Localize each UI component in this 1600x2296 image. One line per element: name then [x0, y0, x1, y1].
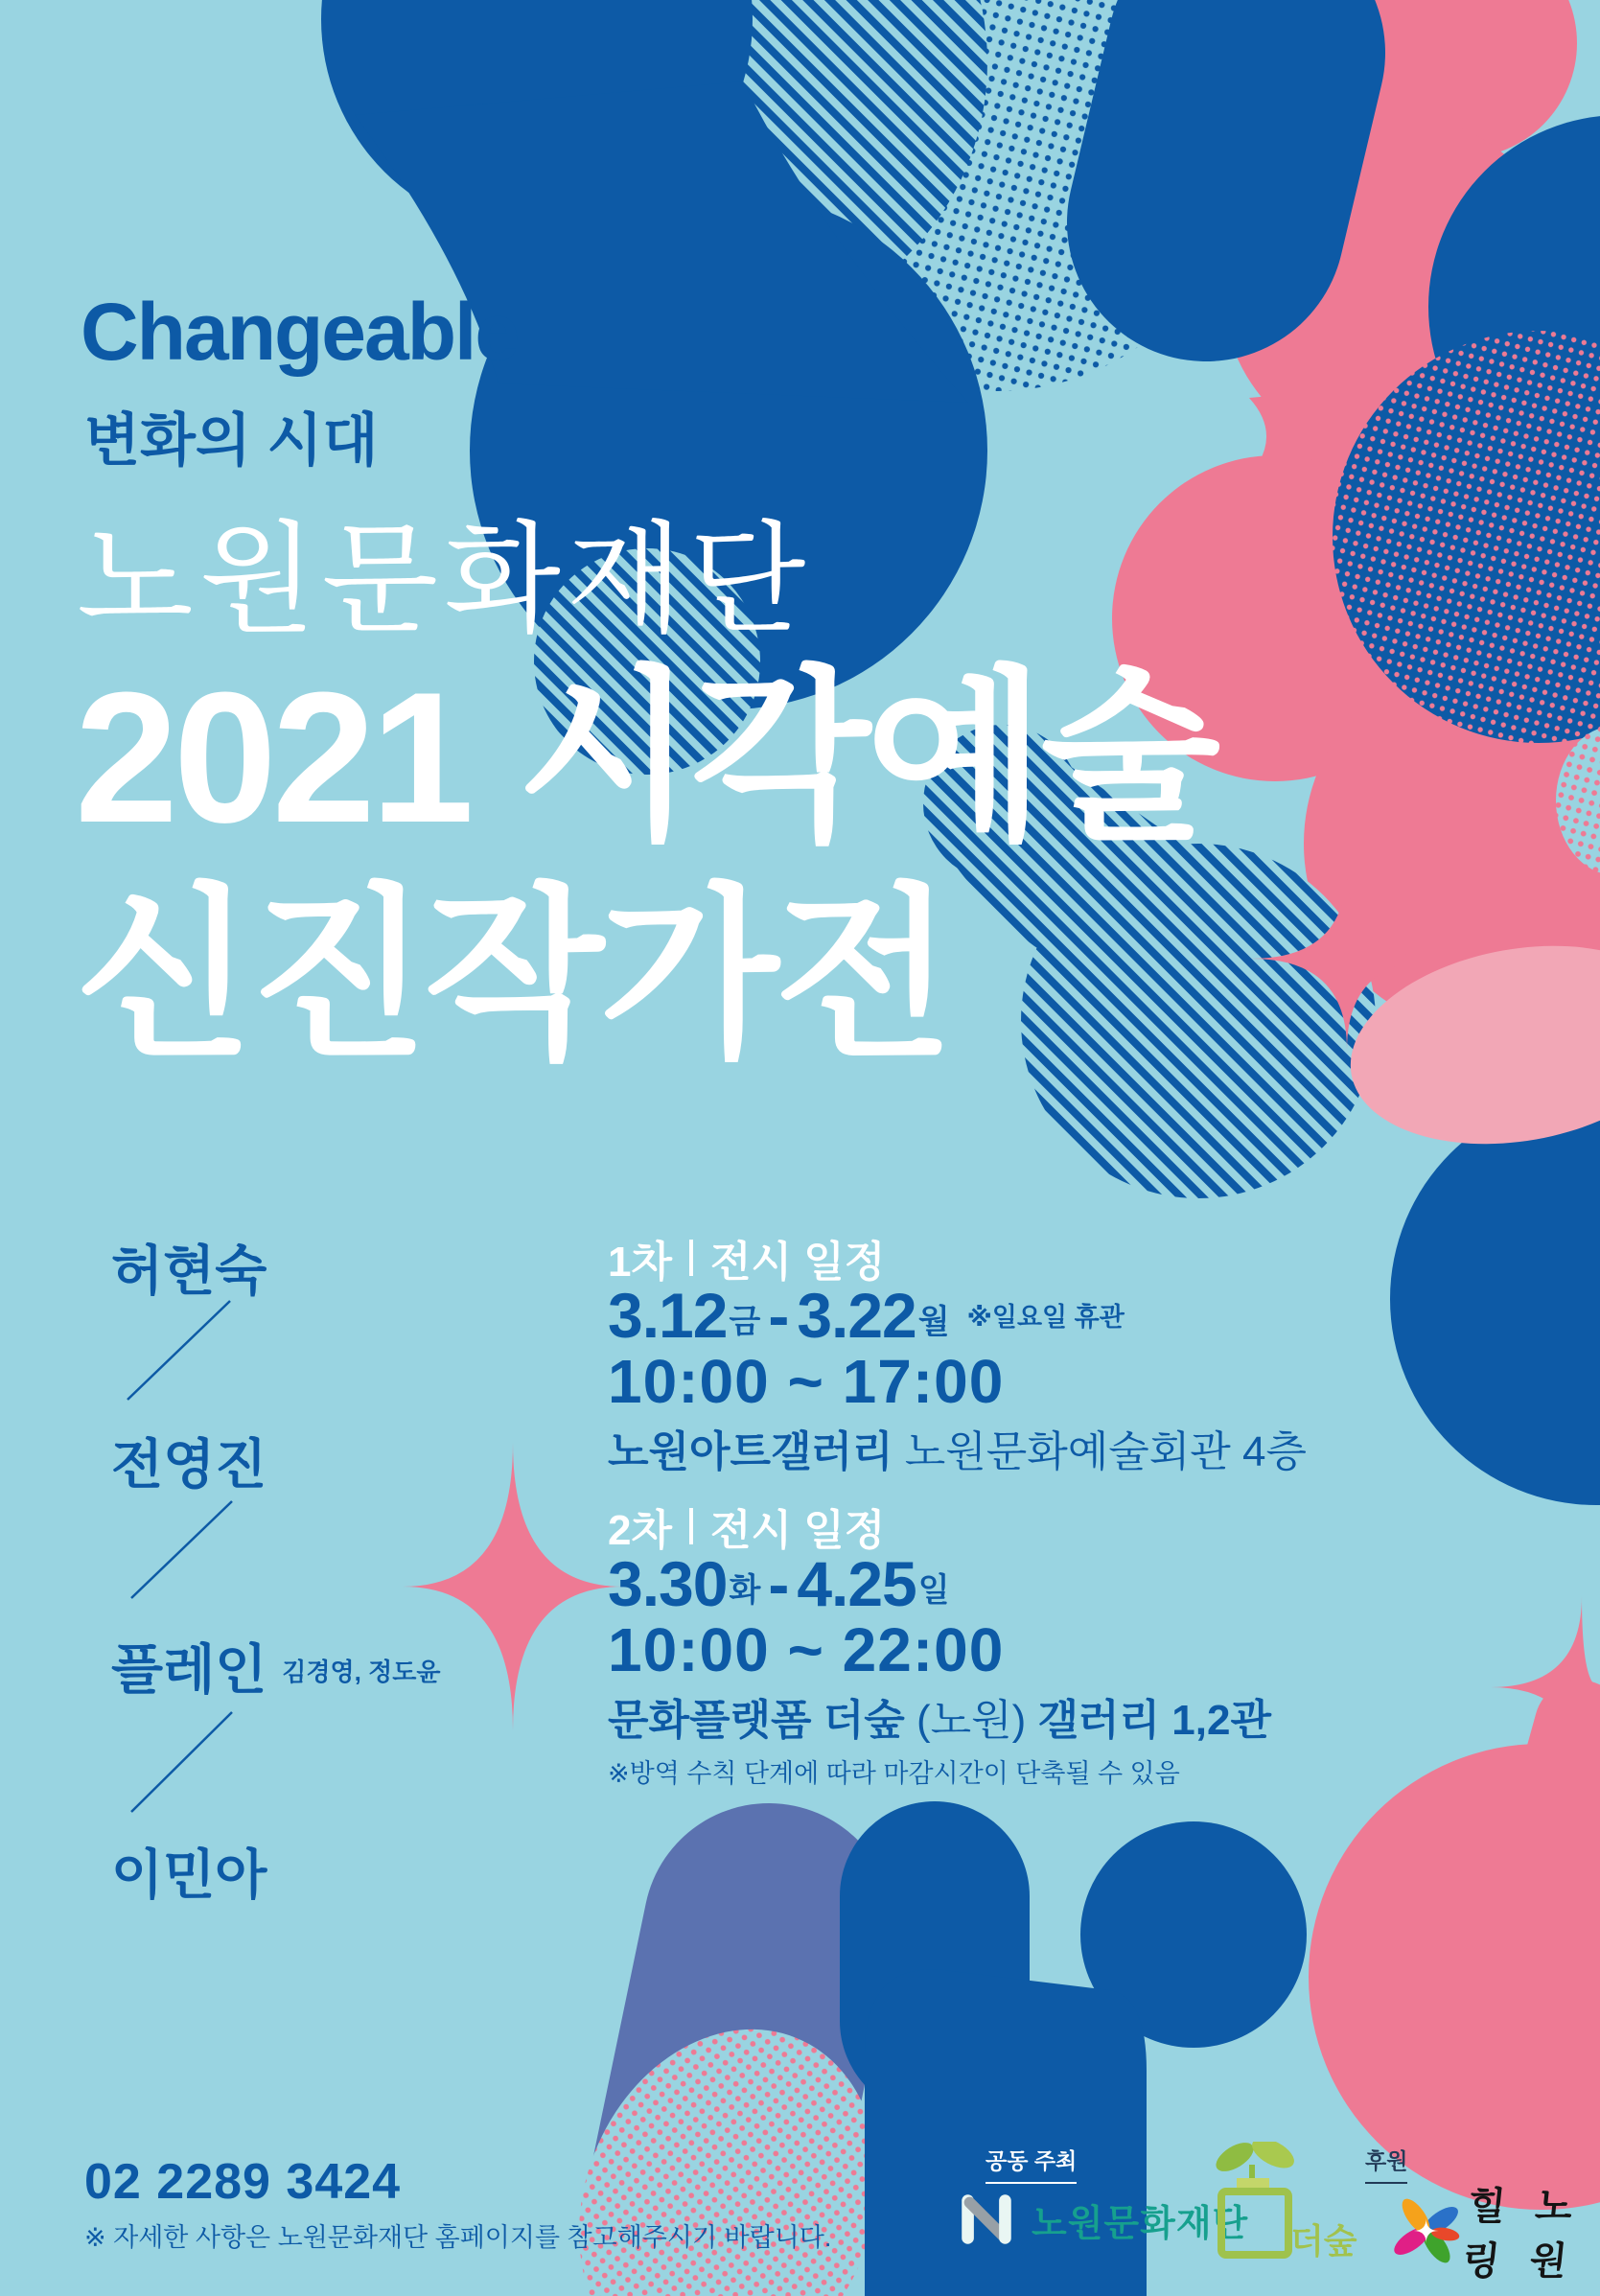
schedule1-end-date: 3.22	[797, 1280, 916, 1351]
main-title	[75, 650, 1216, 1085]
schedule1-venue-main: 노원아트갤러리	[608, 1428, 893, 1475]
healing-nowon-logo	[1386, 2176, 1600, 2285]
phone-number: 02 2289 3424	[84, 2154, 402, 2210]
artist-name-3-label: 플레인	[111, 1639, 267, 1700]
nowon-foundation-logo-text: 노원문화재단	[1032, 2203, 1249, 2244]
schedule1-venue-sub: 노원문화예술회관 4층	[904, 1428, 1307, 1475]
header-divider	[689, 1240, 693, 1276]
healing-nowon-logo-text-2: 노원	[1527, 2186, 1575, 2283]
header-divider	[689, 1508, 693, 1544]
nowon-foundation-n-icon	[953, 2186, 1020, 2253]
blob-bottom-right-pink	[1309, 1596, 1600, 2210]
schedule2-dates	[608, 1547, 950, 1620]
english-title: Changeable	[81, 287, 519, 377]
theforest-logo-text: 더숲	[1290, 2221, 1357, 2261]
artist-name-2: 전영진	[111, 1434, 267, 1495]
schedule2-title: 전시 일정	[709, 1507, 886, 1554]
schedule2-end-date: 4.25	[797, 1548, 916, 1619]
schedule1-start-date: 3.12	[608, 1280, 728, 1351]
schedule2-venue	[608, 1685, 1271, 1747]
schedule2-time: 10:00 ~ 22:00	[608, 1615, 1005, 1684]
schedule1-dates	[608, 1279, 1125, 1352]
artist-name-3-members: 김경영, 정도윤	[282, 1658, 441, 1686]
theforest-logo	[1210, 2142, 1373, 2276]
schedule1-round: 1차	[608, 1239, 672, 1286]
schedule1-date-note: ※일요일 휴관	[966, 1303, 1125, 1332]
schedule1-title: 전시 일정	[709, 1239, 886, 1286]
healing-nowon-pinwheel-icon	[1386, 2187, 1466, 2275]
schedule2-venue-mid: (노원)	[916, 1697, 1027, 1744]
schedule1-venue	[608, 1417, 1307, 1478]
nowon-foundation-logo	[953, 2186, 1248, 2253]
blue-circle-right-edge	[1390, 1093, 1600, 1505]
schedule2-venue-sub: 갤러리 1,2관	[1037, 1697, 1271, 1744]
schedule2-round: 2차	[608, 1507, 672, 1554]
schedule1-time: 10:00 ~ 17:00	[608, 1347, 1005, 1416]
date-dash: -	[768, 1280, 790, 1351]
foundation-name: 노원문화재단	[77, 512, 812, 647]
main-title-line1: 2021 시각예술	[75, 654, 1217, 862]
footer-notice: ※ 자세한 사항은 노원문화재단 홈페이지를 참고해주시기 바랍니다.	[84, 2223, 832, 2252]
schedule2-start-day: 화	[729, 1572, 761, 1609]
schedule2-end-day: 일	[917, 1572, 950, 1609]
cohost-label: 공동 주최	[986, 2144, 1077, 2184]
artist-separator-slashes	[128, 1301, 232, 1812]
date-dash: -	[768, 1548, 790, 1619]
artist-name-4: 이민아	[111, 1844, 267, 1905]
schedule1-start-day: 금	[729, 1304, 761, 1340]
schedule2-venue-main: 문화플랫폼 더숲	[608, 1697, 905, 1744]
sponsor-label: 후원	[1365, 2144, 1407, 2184]
artist-name-1: 허현숙	[111, 1241, 267, 1301]
healing-nowon-logo-text-1: 힐링	[1460, 2186, 1508, 2283]
artist-name-3	[111, 1628, 440, 1705]
schedule1-end-day: 월	[917, 1304, 950, 1340]
era-subtitle: 변화의 시대	[84, 408, 379, 473]
main-title-line2: 신진작가전	[75, 870, 950, 1079]
schedule2-start-date: 3.30	[608, 1548, 728, 1619]
schedule2-note: ※방역 수칙 단계에 따라 마감시간이 단축될 수 있음	[608, 1759, 1180, 1788]
